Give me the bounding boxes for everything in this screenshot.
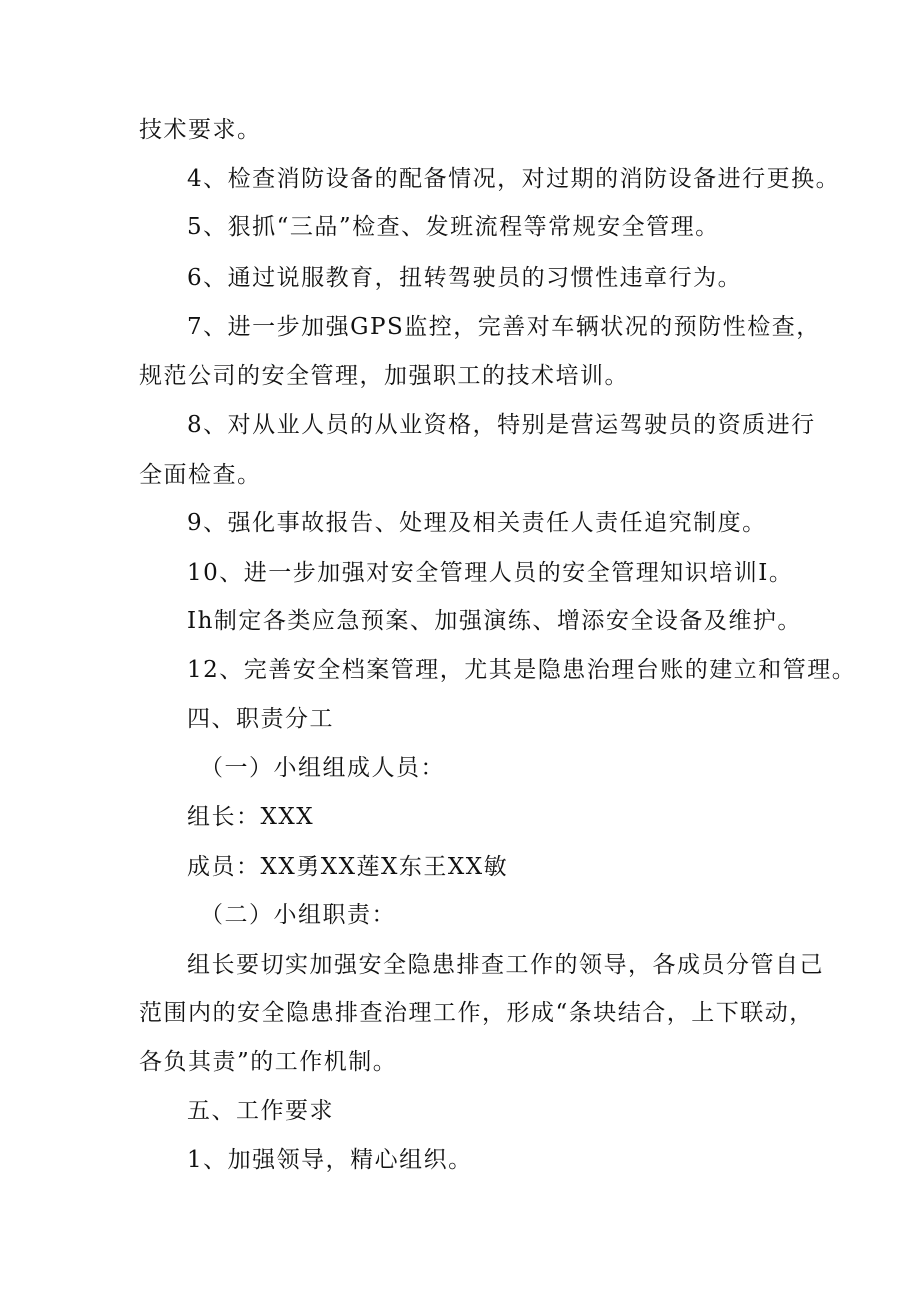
subsection-heading: （二）小组职责： bbox=[200, 902, 396, 928]
text-line: 7、进一步加强GPS监控，完善对车辆状况的预防性检查， bbox=[187, 314, 821, 340]
text-line: 1、加强领导，精心组织。 bbox=[187, 1147, 473, 1173]
section-heading: 四、职责分工 bbox=[187, 706, 334, 732]
text-line: 12、完善安全档案管理，尤其是隐患治理台账的建立和管理。 bbox=[187, 657, 857, 683]
text-line: 9、强化事故报告、处理及相关责任人责任追究制度。 bbox=[187, 510, 767, 536]
text-line: 6、通过说服教育，扭转驾驶员的习惯性违章行为。 bbox=[187, 265, 743, 291]
text-line: 成员：XX勇XX莲X东王XX敏 bbox=[187, 854, 509, 880]
text-line: 全面检查。 bbox=[139, 462, 262, 488]
text-line: Ih制定各类应急预案、加强演练、增添安全设备及维护。 bbox=[187, 608, 802, 634]
text-line: 各负其责”的工作机制。 bbox=[139, 1049, 398, 1075]
text-line: 技术要求。 bbox=[139, 117, 262, 143]
text-line: 组长要切实加强安全隐患排查工作的领导，各成员分管自己 bbox=[187, 952, 824, 978]
text-line: 4、检查消防设备的配备情况，对过期的消防设备进行更换。 bbox=[187, 166, 841, 192]
text-line: 范围内的安全隐患排查治理工作，形成“条块结合，上下联动， bbox=[139, 1000, 814, 1026]
text-line: 5、狠抓“三品”检查、发班流程等常规安全管理。 bbox=[187, 214, 720, 240]
text-line: 8、对从业人员的从业资格，特别是营运驾驶员的资质进行 bbox=[187, 412, 816, 438]
text-line: 组长：XXX bbox=[187, 804, 315, 830]
text-line: 10、进一步加强对安全管理人员的安全管理知识培训I。 bbox=[187, 560, 794, 586]
subsection-heading: （一）小组组成人员： bbox=[200, 755, 445, 781]
text-line: 规范公司的安全管理，加强职工的技术培训。 bbox=[139, 363, 629, 389]
section-heading: 五、工作要求 bbox=[187, 1098, 334, 1124]
